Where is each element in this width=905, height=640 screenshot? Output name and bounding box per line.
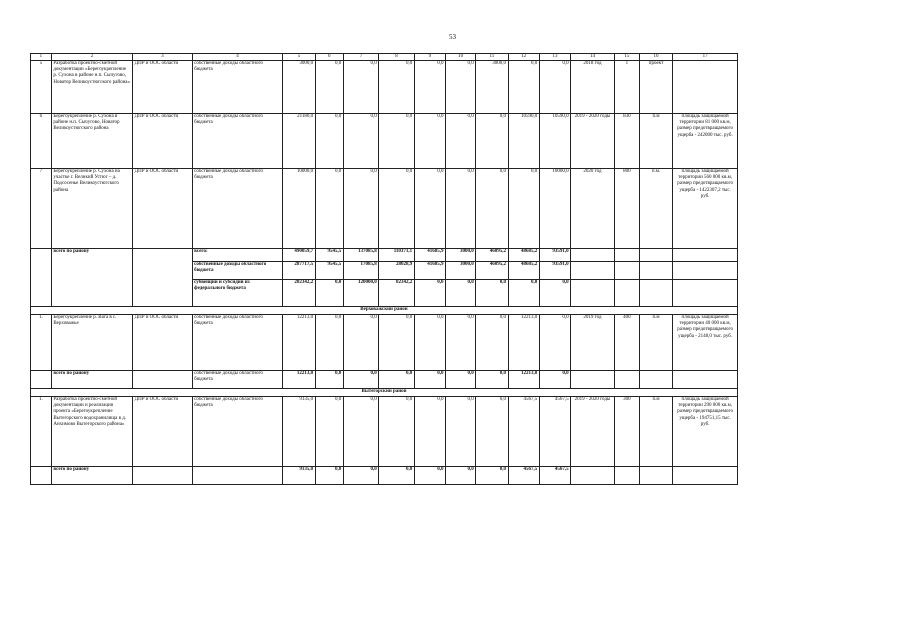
value-cell: 0,0 xyxy=(343,467,378,485)
header-cell: 5 xyxy=(283,54,315,61)
value-cell: 0,0 xyxy=(315,371,343,389)
header-cell: 1 xyxy=(31,54,52,61)
value-cell: 110371,1 xyxy=(379,249,414,262)
header-cell: 6 xyxy=(315,54,343,61)
value-cell: 0,0 xyxy=(315,315,343,371)
quantity-cell: 400 xyxy=(614,315,639,371)
value-cell: 0,0 xyxy=(445,169,475,249)
value-cell: 0,0 xyxy=(379,397,414,467)
table-row xyxy=(31,397,738,467)
executor: ДПР и ООС области xyxy=(133,169,192,249)
total-label: всего по району xyxy=(51,249,132,307)
value-cell: 0,0 xyxy=(539,61,570,114)
value-cell: 0,0 xyxy=(414,280,445,307)
value-cell: 490059,7 xyxy=(283,249,315,262)
value-cell: 10590,0 xyxy=(539,114,570,169)
header-cell: 12 xyxy=(508,54,539,61)
quantity-cell: 830 xyxy=(614,114,639,169)
value-cell: 93591,0 xyxy=(539,249,570,262)
period-cell: 2019 - 2020 годы xyxy=(571,114,615,169)
header-cell: 7 xyxy=(343,54,378,61)
value-cell: 0,0 xyxy=(445,371,475,389)
section-title: Вытегорский район xyxy=(31,389,738,397)
value-cell: 0,0 xyxy=(508,61,539,114)
value-cell: 21180,0 xyxy=(283,114,315,169)
funding-source: собственные доходы областного бюджета xyxy=(192,114,283,169)
row-number: 7 xyxy=(31,169,52,249)
section-row xyxy=(31,389,738,397)
value-cell: 0,0 xyxy=(315,280,343,307)
value-cell: 12213,0 xyxy=(283,371,315,389)
executor: ДПР и ООС области xyxy=(133,61,192,114)
measure-name: Разработка проектно-сметной документации «Берегоукрепление р. Сухона в районе н.п. Сычугово, Новатор Великоустюгского района» xyxy=(51,61,132,114)
effect-cell: площадь защищаемой территории 81 000 кв.м, размер предотвращаемого ущерба - 242000 тыс. руб. xyxy=(673,114,738,169)
header-cell: 13 xyxy=(539,54,570,61)
value-cell: 48685,2 xyxy=(508,249,539,262)
value-cell: 0,0 xyxy=(476,169,508,249)
value-cell: 0,0 xyxy=(508,169,539,249)
value-cell: 0,0 xyxy=(445,114,475,169)
value-cell: 0,0 xyxy=(315,169,343,249)
header-cell: 2 xyxy=(51,54,132,61)
value-cell: 3000,0 xyxy=(445,262,475,280)
value-cell: 0,0 xyxy=(315,61,343,114)
value-cell: 0,0 xyxy=(414,114,445,169)
value-cell: 0,0 xyxy=(343,169,378,249)
value-cell: 0,0 xyxy=(343,114,378,169)
value-cell: 0,0 xyxy=(445,467,475,485)
value-cell: 17085,8 xyxy=(343,262,378,280)
header-cell: 10 xyxy=(445,54,475,61)
value-cell: 12213,0 xyxy=(508,371,539,389)
value-cell: 10000,0 xyxy=(283,169,315,249)
value-cell: 0,0 xyxy=(343,61,378,114)
value-cell: 137085,8 xyxy=(343,249,378,262)
header-cell: 9 xyxy=(414,54,445,61)
value-cell: 82342,2 xyxy=(379,280,414,307)
value-cell: 0,0 xyxy=(539,371,570,389)
value-cell: 3000,0 xyxy=(445,249,475,262)
total-label: всего по району xyxy=(51,467,132,485)
value-cell: 0,0 xyxy=(379,169,414,249)
value-cell: 0,0 xyxy=(343,397,378,467)
value-cell: 0,0 xyxy=(539,280,570,307)
funding-source: собственные доходы областного бюджета xyxy=(192,315,283,371)
executor: ДПР и ООС области xyxy=(133,397,192,467)
value-cell: 93591,0 xyxy=(539,262,570,280)
value-cell: 4567,5 xyxy=(508,467,539,485)
value-cell: 0,0 xyxy=(315,467,343,485)
effect-cell: площадь защищаемой территории 290 000 кв.м, размер предотвращаемого ущерба - 194751,15 тыс. руб. xyxy=(673,397,738,467)
executor: ДПР и ООС области xyxy=(133,114,192,169)
value-cell: 120000,0 xyxy=(343,280,378,307)
row-number: 1. xyxy=(31,397,52,467)
value-cell: 46095,2 xyxy=(476,262,508,280)
measure-name: Берегоукрепление р. Вага в с. Верховажье xyxy=(51,315,132,371)
period-cell: 2018 год xyxy=(571,61,615,114)
value-cell: 0,0 xyxy=(476,280,508,307)
table-row xyxy=(31,169,738,249)
unit-cell: п.м xyxy=(639,397,672,467)
unit-cell: п.м xyxy=(639,114,672,169)
value-cell: 12213,0 xyxy=(283,315,315,371)
row-number: 6 xyxy=(31,114,52,169)
value-cell: 0,0 xyxy=(476,315,508,371)
funding-source: собственные доходы областного бюджета xyxy=(192,61,283,114)
period-cell: 2019 год xyxy=(571,315,615,371)
value-cell: 0,0 xyxy=(414,169,445,249)
unit-cell: п.м. xyxy=(639,169,672,249)
total-row xyxy=(31,371,738,389)
value-cell: 9545,5 xyxy=(315,249,343,262)
executor: ДПР и ООС области xyxy=(133,315,192,371)
effect-cell xyxy=(673,61,738,114)
row-number: 5 xyxy=(31,61,52,114)
value-cell: 0,0 xyxy=(414,61,445,114)
table-row xyxy=(31,61,738,114)
funding-source: всего: xyxy=(192,249,283,262)
header-row xyxy=(31,54,738,61)
value-cell: 0,0 xyxy=(414,397,445,467)
header-cell: 3 xyxy=(133,54,192,61)
value-cell: 0,0 xyxy=(508,280,539,307)
value-cell: 0,0 xyxy=(379,371,414,389)
table-row xyxy=(31,114,738,169)
value-cell: 0,0 xyxy=(414,467,445,485)
value-cell: 28028,9 xyxy=(379,262,414,280)
value-cell: 202342,2 xyxy=(283,280,315,307)
total-label: всего по району xyxy=(51,371,132,389)
effect-cell: площадь защищаемой территории 560 000 кв.м, размер предотвращаемого ущерба - 1422307,2 тыс. руб. xyxy=(673,169,738,249)
section-title: Верховажский район xyxy=(31,307,738,315)
unit-cell: п.м xyxy=(639,315,672,371)
value-cell: 9135,0 xyxy=(283,467,315,485)
value-cell: 10000,0 xyxy=(539,169,570,249)
value-cell: 0,0 xyxy=(445,397,475,467)
value-cell: 0,0 xyxy=(343,315,378,371)
header-cell: 17 xyxy=(673,54,738,61)
value-cell: 0,0 xyxy=(379,467,414,485)
quantity-cell: 1 xyxy=(614,61,639,114)
value-cell: 0,0 xyxy=(445,280,475,307)
funding-source: собственные доходы областного бюджета xyxy=(192,262,283,280)
unit-cell: проект xyxy=(639,61,672,114)
period-cell: 2020 год xyxy=(571,169,615,249)
value-cell: 41685,9 xyxy=(414,249,445,262)
total-row xyxy=(31,249,738,262)
value-cell: 0,0 xyxy=(414,315,445,371)
value-cell: 4567,5 xyxy=(508,397,539,467)
value-cell: 3000,0 xyxy=(476,61,508,114)
funding-source: собственные доходы областного бюджета xyxy=(192,397,283,467)
value-cell: 287717,5 xyxy=(283,262,315,280)
header-cell: 14 xyxy=(571,54,615,61)
value-cell: 0,0 xyxy=(476,114,508,169)
value-cell: 4567,5 xyxy=(539,467,570,485)
period-cell: 2019 - 2020 годы xyxy=(571,397,615,467)
value-cell: 48685,2 xyxy=(508,262,539,280)
measure-name: Берегоукрепление р. Сухона на участке г. Великий Устюг – д. Подсосенье Великоустюгского района xyxy=(51,169,132,249)
value-cell: 0,0 xyxy=(445,61,475,114)
value-cell: 0,0 xyxy=(343,371,378,389)
value-cell: 9545,5 xyxy=(315,262,343,280)
quantity-cell: 300 xyxy=(614,397,639,467)
effect-cell: площадь защищаемой территории 40 000 кв.м, размер предотвращаемого ущерба - 2148,0 тыс. руб. xyxy=(673,315,738,371)
value-cell: 0,0 xyxy=(476,397,508,467)
value-cell: 0,0 xyxy=(379,61,414,114)
program-table xyxy=(30,53,738,485)
value-cell: 0,0 xyxy=(476,371,508,389)
table-row xyxy=(31,315,738,371)
total-row xyxy=(31,467,738,485)
header-cell: 11 xyxy=(476,54,508,61)
value-cell: 0,0 xyxy=(379,114,414,169)
measure-name: Берегоукрепление р. Сухона в районе н.п. Сычугово, Новатор Великоустюгского района xyxy=(51,114,132,169)
quantity-cell: 800 xyxy=(614,169,639,249)
value-cell: 0,0 xyxy=(476,467,508,485)
funding-source: субвенции и субсидии из федерального бюджета xyxy=(192,280,283,307)
header-cell: 15 xyxy=(614,54,639,61)
value-cell: 41685,9 xyxy=(414,262,445,280)
value-cell: 46095,2 xyxy=(476,249,508,262)
value-cell: 10590,0 xyxy=(508,114,539,169)
page-number: 53 xyxy=(449,33,456,41)
value-cell: 4567,5 xyxy=(539,397,570,467)
value-cell: 9135,0 xyxy=(283,397,315,467)
value-cell: 12213,0 xyxy=(508,315,539,371)
section-row xyxy=(31,307,738,315)
value-cell: 0,0 xyxy=(414,371,445,389)
value-cell: 0,0 xyxy=(539,315,570,371)
funding-source: собственные доходы областного бюджета xyxy=(192,371,283,389)
value-cell: 0,0 xyxy=(315,114,343,169)
value-cell: 0,0 xyxy=(445,315,475,371)
funding-source: собственные доходы областного бюджета xyxy=(192,169,283,249)
header-cell: 4 xyxy=(192,54,283,61)
value-cell: 3000,0 xyxy=(283,61,315,114)
value-cell: 0,0 xyxy=(379,315,414,371)
header-cell: 8 xyxy=(379,54,414,61)
header-cell: 16 xyxy=(639,54,672,61)
value-cell: 0,0 xyxy=(315,397,343,467)
row-number: 1. xyxy=(31,315,52,371)
measure-name: Разработка проектно-сметной документации и реализация проекта «Берегоукрепление Вытегорского водохранилища в д. Анхимово Вытегорского района» xyxy=(51,397,132,467)
